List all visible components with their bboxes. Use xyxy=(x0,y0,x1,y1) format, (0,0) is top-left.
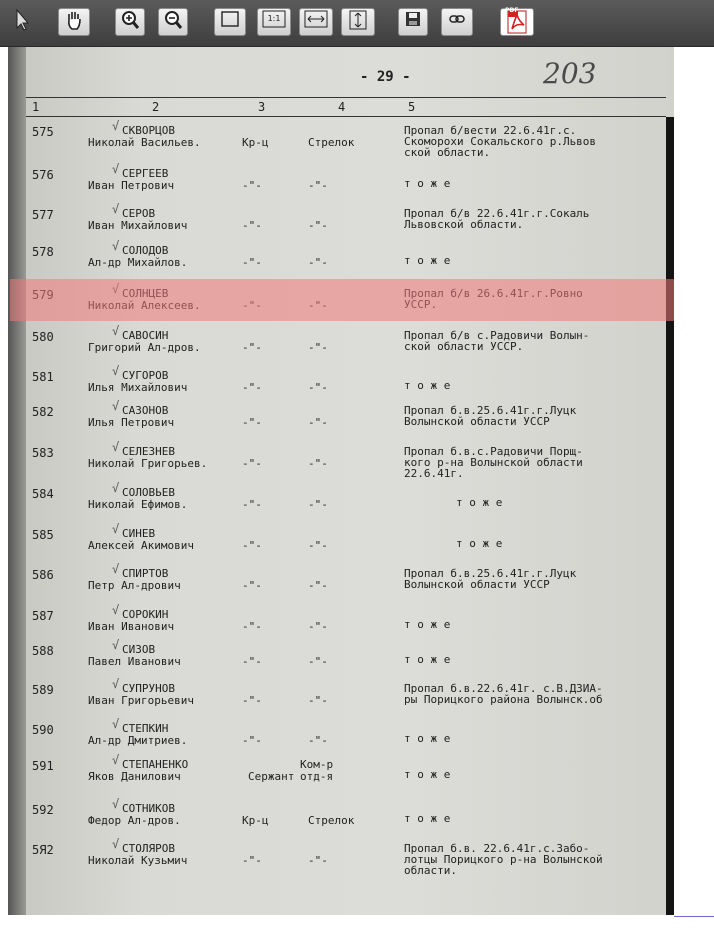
soldier-rank: -"- xyxy=(242,539,262,552)
fit-width-icon xyxy=(300,9,332,29)
fate-text: т о ж е xyxy=(404,812,451,825)
soldier-rank: -"- xyxy=(242,579,262,592)
scan-left-edge xyxy=(8,47,26,915)
chain-link-icon xyxy=(442,9,472,29)
fate-text: т о ж е xyxy=(456,496,503,509)
row-number: 578 xyxy=(32,245,54,259)
soldier-name: Петр Ал-дрович xyxy=(88,579,181,592)
fate-text: ской области. xyxy=(404,146,491,159)
check-mark: √ xyxy=(112,638,120,652)
select-tool-button[interactable] xyxy=(8,8,38,36)
zoom-out-button[interactable] xyxy=(158,8,188,36)
fate-text: т о ж е xyxy=(404,254,451,267)
button-label: 1:1 xyxy=(267,14,281,24)
fate-text: Пропал б.в.25.6.41г.г.Луцк xyxy=(404,404,577,417)
row-number: 591 xyxy=(32,759,54,773)
row-number: 576 xyxy=(32,168,54,182)
soldier-name: Николай Кузьмич xyxy=(88,854,188,867)
header-line-top xyxy=(26,97,666,98)
soldier-rank: -"- xyxy=(242,620,262,633)
soldier-role: -"- xyxy=(308,256,328,269)
check-mark: √ xyxy=(112,797,120,811)
soldier-name: Илья Михайлович xyxy=(88,381,188,394)
fit-width-button[interactable] xyxy=(299,8,333,36)
fate-text: т о ж е xyxy=(404,653,451,666)
fate-text: 22.6.41г. xyxy=(404,467,464,480)
column-header-1: 1 xyxy=(32,100,40,114)
soldier-name: Иван Иванович xyxy=(88,620,175,633)
row-number: 586 xyxy=(32,568,54,582)
soldier-rank: -"- xyxy=(242,256,262,269)
soldier-name: Николай Григорьев. xyxy=(88,457,208,470)
soldier-surname: СОРОКИН xyxy=(122,608,169,621)
soldier-name: Федор Ал-дров. xyxy=(88,814,181,827)
toolbar xyxy=(0,0,714,47)
soldier-surname: СТЕПКИН xyxy=(122,722,169,735)
soldier-role: -"- xyxy=(308,381,328,394)
fit-height-icon xyxy=(342,9,374,31)
soldier-rank: -"- xyxy=(242,655,262,668)
soldier-role: -"- xyxy=(308,854,328,867)
header-line-bottom xyxy=(26,116,666,117)
soldier-surname: СОЛОДОВ xyxy=(122,244,169,257)
soldier-surname: СУПРУНОВ xyxy=(122,682,175,695)
soldier-role: -"- xyxy=(308,539,328,552)
check-mark: √ xyxy=(112,753,120,767)
soldier-role: -"- xyxy=(308,734,328,747)
fit-page-icon xyxy=(215,9,245,29)
fate-text: Пропал б.в.25.6.41г.г.Луцк xyxy=(404,567,577,580)
soldier-name: Ал-др Михайлов. xyxy=(88,256,188,269)
hand-icon xyxy=(59,9,89,31)
soldier-name: Павел Иванович xyxy=(88,655,181,668)
actual-size-icon xyxy=(258,9,290,29)
soldier-surname: СОЛОВЬЕВ xyxy=(122,486,175,499)
soldier-rank: -"- xyxy=(242,381,262,394)
actual-size-button[interactable] xyxy=(257,8,291,36)
fate-text: Пропал б/вести 22.6.41г.с. xyxy=(404,124,577,137)
soldier-role: -"- xyxy=(308,416,328,429)
fate-text: области. xyxy=(404,864,457,877)
soldier-rank: -"- xyxy=(242,179,262,192)
soldier-role: -"- xyxy=(308,498,328,511)
soldier-role: Стрелок xyxy=(308,814,355,827)
row-number: 590 xyxy=(32,723,54,737)
pdf-button[interactable] xyxy=(500,8,534,36)
check-mark: √ xyxy=(112,562,120,576)
fate-text: Пропал б.в. 22.6.41г.с.Забо- xyxy=(404,842,590,855)
check-mark: √ xyxy=(112,324,120,338)
soldier-role: Ком-р xyxy=(300,758,334,771)
fate-text: Волынской области УССР xyxy=(404,415,550,428)
soldier-rank: Кр-ц xyxy=(242,136,269,149)
fate-text: Пропал б/в с.Радовичи Волын- xyxy=(404,329,590,342)
soldier-surname: СПИРТОВ xyxy=(122,567,169,580)
soldier-role: -"- xyxy=(308,579,328,592)
soldier-rank: -"- xyxy=(242,341,262,354)
fit-height-button[interactable] xyxy=(341,8,375,36)
scan-right-edge xyxy=(666,117,674,915)
soldier-surname: СТЕПАНЕНКО xyxy=(122,758,189,771)
soldier-role: -"- xyxy=(308,341,328,354)
fate-text: т о ж е xyxy=(404,732,451,745)
row-number: 589 xyxy=(32,683,54,697)
check-mark: √ xyxy=(112,162,120,176)
column-header-4: 4 xyxy=(338,100,346,114)
viewer-edge-line xyxy=(674,916,714,917)
soldier-name: Николай Ефимов. xyxy=(88,498,188,511)
row-number: 580 xyxy=(32,330,54,344)
check-mark: √ xyxy=(112,677,120,691)
soldier-surname: СУГОРОВ xyxy=(122,369,169,382)
soldier-role: -"- xyxy=(308,655,328,668)
pan-tool-button[interactable] xyxy=(58,8,90,36)
soldier-rank: -"- xyxy=(242,219,262,232)
row-number: 5Я2 xyxy=(32,843,54,857)
row-number: 582 xyxy=(32,405,54,419)
check-mark: √ xyxy=(112,522,120,536)
soldier-surname: СЕРГЕЕВ xyxy=(122,167,169,180)
soldier-surname: САЗОНОВ xyxy=(122,404,169,417)
fate-text: т о ж е xyxy=(404,177,451,190)
soldier-rank: Сержант xyxy=(248,770,295,783)
row-number: 592 xyxy=(32,803,54,817)
pdf-icon xyxy=(501,9,533,35)
row-number: 587 xyxy=(32,609,54,623)
document-page xyxy=(8,47,674,915)
fate-text: т о ж е xyxy=(404,768,451,781)
zoom-in-icon xyxy=(116,9,144,31)
fit-page-button[interactable] xyxy=(214,8,246,36)
fate-text: т о ж е xyxy=(456,537,503,550)
link-button[interactable] xyxy=(441,8,473,36)
soldier-surname: СОТНИКОВ xyxy=(122,802,175,815)
check-mark: √ xyxy=(112,837,120,851)
fate-text: кого р-на Волынской области xyxy=(404,456,583,469)
check-mark: √ xyxy=(112,603,120,617)
soldier-surname: СЕЛЕЗНЕВ xyxy=(122,445,175,458)
zoom-in-button[interactable] xyxy=(115,8,145,36)
fate-text: Пропал б.в.с.Радовичи Порщ- xyxy=(404,445,583,458)
fate-text: ры Порицкого района Волынск.об xyxy=(404,693,603,706)
soldier-role: отд-я xyxy=(300,770,334,783)
save-button[interactable] xyxy=(398,8,428,36)
check-mark: √ xyxy=(112,717,120,731)
soldier-role: -"- xyxy=(308,620,328,633)
soldier-role: Стрелок xyxy=(308,136,355,149)
soldier-rank: Кр-ц xyxy=(242,814,269,827)
soldier-surname: СТОЛЯРОВ xyxy=(122,842,175,855)
fate-text: лотцы Порицкого р-на Волынской xyxy=(404,853,603,866)
fate-text: ской области УССР. xyxy=(404,340,524,353)
fate-text: т о ж е xyxy=(404,379,451,392)
check-mark: √ xyxy=(112,239,120,253)
check-mark: √ xyxy=(112,440,120,454)
floppy-disk-icon xyxy=(399,9,427,29)
row-number: 581 xyxy=(32,370,54,384)
soldier-surname: СИЗОВ xyxy=(122,643,156,656)
soldier-rank: -"- xyxy=(242,498,262,511)
row-number: 577 xyxy=(32,208,54,222)
soldier-rank: -"- xyxy=(242,854,262,867)
fate-text: Пропал б/в 22.6.41г.г.Сокаль xyxy=(404,207,590,220)
soldier-name: Яков Данилович xyxy=(88,770,181,783)
soldier-role: -"- xyxy=(308,179,328,192)
soldier-name: Григорий Ал-дров. xyxy=(88,341,201,354)
soldier-name: Николай Васильев. xyxy=(88,136,201,149)
soldier-role: -"- xyxy=(308,219,328,232)
soldier-role: -"- xyxy=(308,694,328,707)
check-mark: √ xyxy=(112,399,120,413)
soldier-surname: СЕРОВ xyxy=(122,207,156,220)
column-header-2: 2 xyxy=(152,100,160,114)
row-number: 588 xyxy=(32,644,54,658)
soldier-rank: -"- xyxy=(242,457,262,470)
column-header-3: 3 xyxy=(258,100,266,114)
soldier-name: Ал-др Дмитриев. xyxy=(88,734,188,747)
row-number: 584 xyxy=(32,487,54,501)
soldier-name: Иван Григорьевич xyxy=(88,694,194,707)
soldier-rank: -"- xyxy=(242,734,262,747)
fate-text: Львовской области. xyxy=(404,218,524,231)
soldier-rank: -"- xyxy=(242,416,262,429)
row-number: 585 xyxy=(32,528,54,542)
row-number: 575 xyxy=(32,125,54,139)
row-number: 583 xyxy=(32,446,54,460)
check-mark: √ xyxy=(112,481,120,495)
soldier-rank: -"- xyxy=(242,694,262,707)
button-label: PDF xyxy=(505,7,519,14)
check-mark: √ xyxy=(112,119,120,133)
fate-text: т о ж е xyxy=(404,618,451,631)
fate-text: Пропал б.в.22.6.41г. с.В.ДЗИА- xyxy=(404,682,603,695)
soldier-surname: САВОСИН xyxy=(122,329,169,342)
fate-text: Скоморохи Сокальского р.Львов xyxy=(404,135,597,148)
soldier-name: Иван Михайлович xyxy=(88,219,188,232)
soldier-surname: СКВОРЦОВ xyxy=(122,124,175,137)
soldier-name: Илья Петрович xyxy=(88,416,175,429)
soldier-name: Иван Петрович xyxy=(88,179,175,192)
check-mark: √ xyxy=(112,364,120,378)
soldier-name: Алексей Акимович xyxy=(88,539,194,552)
column-header-5: 5 xyxy=(408,100,416,114)
soldier-role: -"- xyxy=(308,457,328,470)
fate-text: Волынской области УССР xyxy=(404,578,550,591)
row-highlight xyxy=(10,279,674,321)
arrow-cursor-icon xyxy=(8,8,38,32)
archive-number: 203 xyxy=(543,57,597,90)
soldier-surname: СИНЕВ xyxy=(122,527,156,540)
check-mark: √ xyxy=(112,202,120,216)
zoom-out-icon xyxy=(159,9,187,31)
page-number: - 29 - xyxy=(360,69,411,85)
